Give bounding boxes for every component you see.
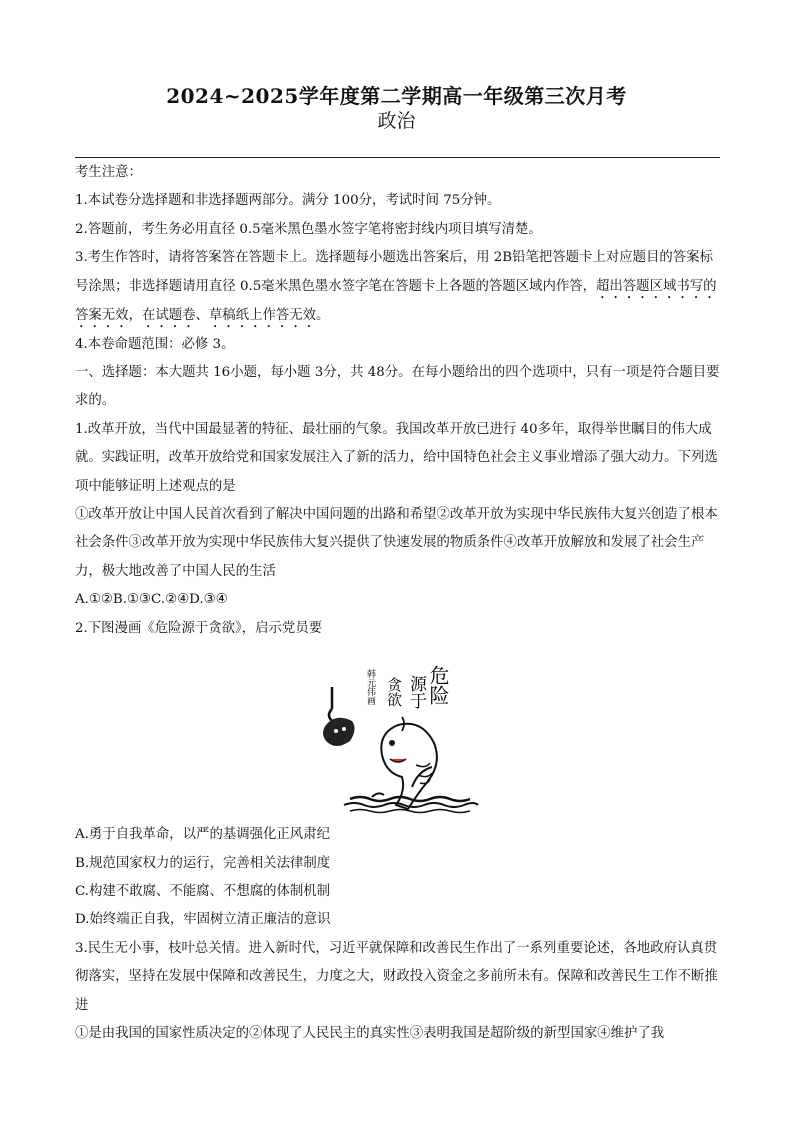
cartoon-signature: 韩元伟画	[365, 669, 375, 706]
cartoon-title-3: 贪欲	[385, 677, 403, 708]
exam-body	[75, 159, 720, 1048]
section-1-heading: 一、选择题：本大题共 16小题，每小题 3分，共 48分。在每小题给出的四个选项中，只有一项是符合题目要求的。	[75, 365, 720, 409]
q1-options: A.①②B.①③C.②④D.③④	[75, 592, 228, 608]
notice-item-3-emphasis-2: 在试题卷、草稿纸上作答无效	[141, 307, 317, 323]
notice-item-1: 1.本试卷分选择题和非选择题两部分。满分 100分，考试时间 75分钟。	[75, 193, 501, 209]
q3-statements: ①是由我国的国家性质决定的②体现了人民民主的真实性③表明我国是超阶级的新型国家④维护了我	[75, 1025, 665, 1041]
q3-stem: 3.民生无小事，枝叶总关情。进入新时代，习近平就保障和改善民生作出了一系列重要论述，各地政府认真贯彻落实，坚持在发展中保障和改善民生，力度之大，财政投入资金之多前所未有。保障和改善民生工作不断推进	[75, 940, 718, 1013]
header-divider	[75, 157, 720, 158]
notice-item-3-text: 3.考生作答时，请将答案答在答题卡上。选择题每小题选出答案后，用 2B铅笔把答题卡上对应题目的答案标号涂黑；非选择题请用直径 0.5毫米黑色墨水签字笔在答题卡上各题的答题区域内作答，	[75, 250, 713, 294]
fish-icon	[381, 717, 437, 809]
q1-stem: 1.改革开放，当代中国最显著的特征、最壮丽的气象。我国改革开放已进行 40多年，取得举世瞩目的伟大成就。实践证明，改革开放给党和国家发展注入了新的活力，给中国特色社会主义事业增添了强大动力。下列选项中能够证明上述观点的是	[75, 421, 718, 494]
exam-subject: 政治	[377, 110, 416, 132]
exam-title: 2024~2025学年度第二学期高一年级第三次月考	[166, 84, 627, 108]
q2-option-b: B.规范国家权力的运行，完善相关法律制度	[75, 855, 331, 871]
q2-stem: 2.下图漫画《危险源于贪欲》，启示党员要	[75, 620, 323, 636]
q1-statements: ①改革开放让中国人民首次看到了解决中国问题的出路和希望②改革开放为实现中华民族伟大复兴创造了根本社会条件③改革开放为实现中华民族伟大复兴提供了快速发展的物质条件④改革开放解放和发展了社会生产力，极大地改善了中国人民的生活	[75, 507, 718, 579]
q2-option-d: D.始终端正自我，牢固树立清正廉洁的意识	[75, 912, 331, 928]
notice-item-3-end: 。	[316, 307, 330, 323]
cartoon-title-1: 危险	[426, 665, 450, 706]
notice-item-3	[75, 244, 720, 330]
notice-item-3-emphasis-1: 超出答题区域书写的答案无效	[75, 278, 717, 323]
cartoon-title-2: 源于	[406, 675, 426, 710]
cartoon-image	[320, 647, 480, 819]
notice-heading: 考生注意：	[75, 165, 142, 180]
notice-item-3-sep: ，	[128, 307, 142, 323]
notice-item-2: 2.答题前，考生务必用直径 0.5毫米黑色墨水签字笔将密封线内项目填写清楚。	[75, 221, 542, 237]
q2-option-c: C.构建不敢腐、不能腐、不想腐的体制机制	[75, 883, 331, 899]
notice-item-4: 4.本卷命题范围：必修 3。	[75, 336, 235, 352]
bait-icon	[323, 718, 355, 746]
q2-option-a: A.勇于自我革命，以严的基调强化正风肃纪	[75, 827, 330, 843]
